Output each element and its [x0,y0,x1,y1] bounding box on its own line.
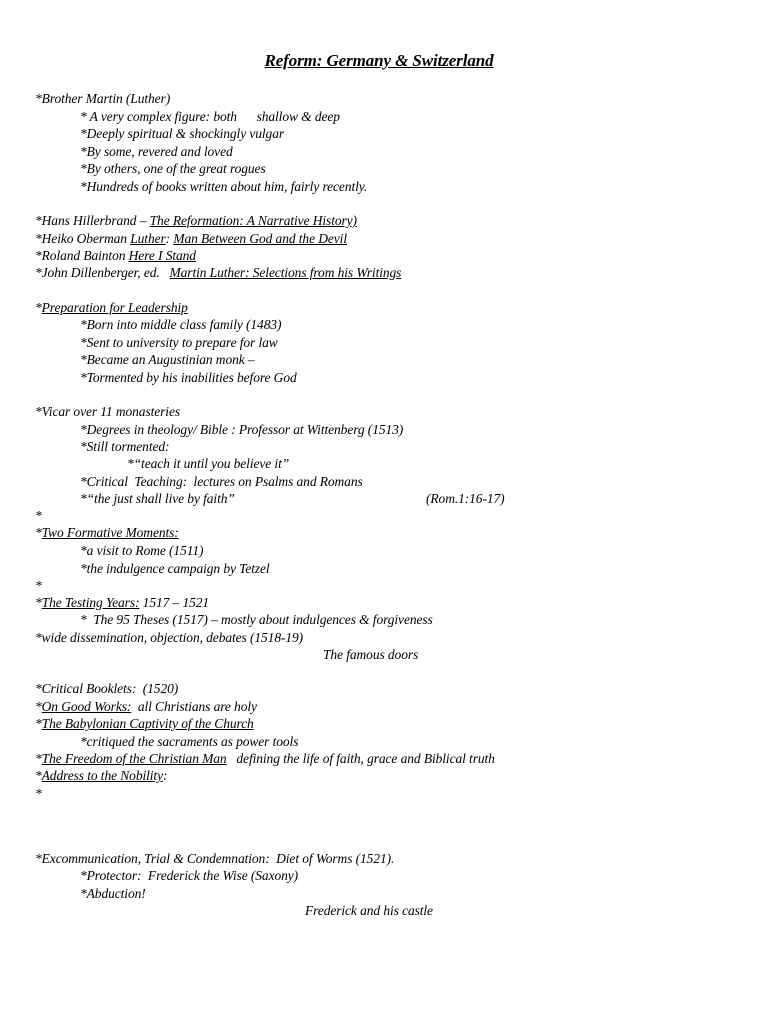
book-title: Man Between God and the Devil [173,231,347,246]
vicar-item: *Still tormented: [80,439,170,454]
preparation-item: *Tormented by his inabilities before God [80,370,297,385]
book-title: Martin Luther: Selections from his Writings [169,265,402,280]
booklet-babylonian-captivity: *The Babylonian Captivity of the Church [35,716,254,731]
testing-heading: *The Testing Years: 1517 – 1521 [35,595,210,610]
luther-item: *Deeply spiritual & shockingly vulgar [80,126,285,141]
testing-item: * The 95 Theses (1517) – mostly about indulgences & forgiveness [80,612,433,627]
testing-item: *wide dissemination, objection, debates (1518-19) [35,630,304,645]
empty-bullet: * [35,578,42,593]
formative-item: *the indulgence campaign by Tetzel [80,561,270,576]
luther-item: * A very complex figure: both shallow & deep [80,109,340,124]
luther-item: *By some, revered and loved [80,144,233,159]
book-title: Here I Stand [128,248,196,263]
luther-item: *Hundreds of books written about him, fairly recently. [80,179,368,194]
book-title: Luther [130,231,166,246]
book-oberman: *Heiko Oberman Luther: Man Between God and the Devil [35,231,347,246]
empty-bullet: * [35,786,42,801]
luther-heading: *Brother Martin (Luther) [35,91,171,106]
scripture-reference: (Rom.1:16-17) [426,491,505,506]
preparation-item: *Sent to university to prepare for law [80,335,278,350]
luther-item: *By others, one of the great rogues [80,161,266,176]
excommunication-item: *Abduction! [80,886,146,901]
formative-heading: *Two Formative Moments: [35,525,179,540]
booklet-nobility: *Address to the Nobility: [35,768,168,783]
vicar-quote: *“teach it until you believe it” [127,456,290,471]
vicar-heading: *Vicar over 11 monasteries [35,404,180,419]
vicar-item: *Critical Teaching: lectures on Psalms and Romans [80,474,363,489]
book-hillerbrand: *Hans Hillerbrand – The Reformation: A Narrative History) [35,213,357,228]
vicar-item: *“the just shall live by faith” [80,491,235,506]
vicar-item: *Degrees in theology/ Bible : Professor at Wittenberg (1513) [80,422,404,437]
book-dillenberger: *John Dillenberger, ed. Martin Luther: Selections from his Writings [35,265,402,280]
image-caption: The famous doors [323,647,419,662]
preparation-heading: *Preparation for Leadership [35,300,188,315]
excommunication-heading: *Excommunication, Trial & Condemnation: Diet of Worms (1521). [35,851,395,866]
page-title: Reform: Germany & Switzerland [264,51,494,70]
preparation-item: *Became an Augustinian monk – [80,352,255,367]
booklets-heading: *Critical Booklets: (1520) [35,681,179,696]
empty-bullet: * [35,508,42,523]
formative-item: *a visit to Rome (1511) [80,543,204,558]
excommunication-item: *Protector: Frederick the Wise (Saxony) [80,868,299,883]
booklet-freedom: *The Freedom of the Christian Man defining the life of faith, grace and Biblical truth [35,751,495,766]
image-caption: Frederick and his castle [305,903,433,918]
book-title: The Reformation: A Narrative History) [149,213,357,228]
book-bainton: *Roland Bainton Here I Stand [35,248,196,263]
preparation-item: *Born into middle class family (1483) [80,317,282,332]
booklet-good-works: *On Good Works: all Christians are holy [35,699,257,714]
booklet-sub-item: *critiqued the sacraments as power tools [80,734,299,749]
